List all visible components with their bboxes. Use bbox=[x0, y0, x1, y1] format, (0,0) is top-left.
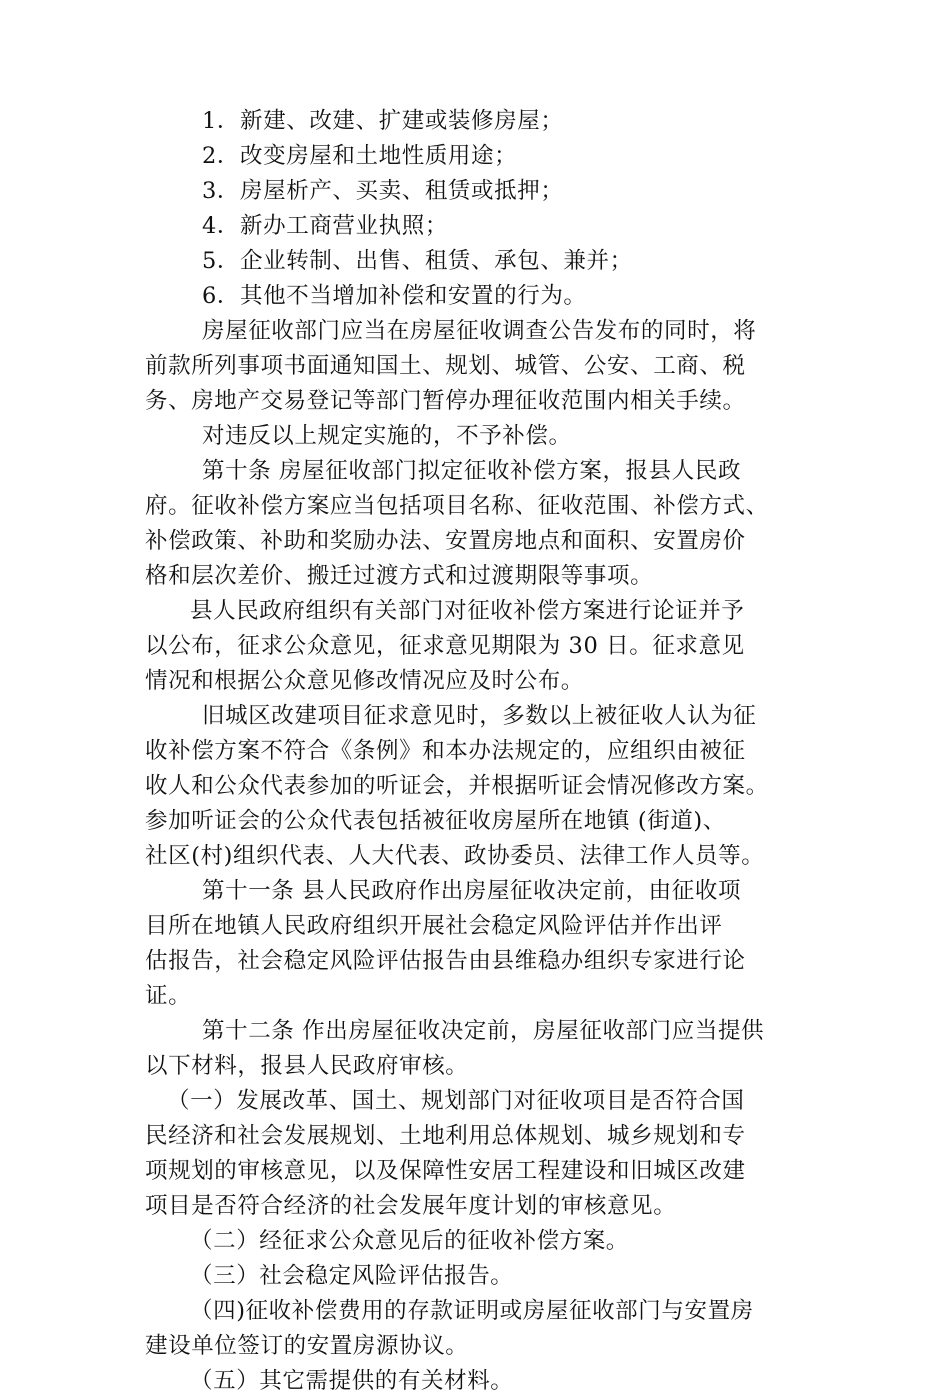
sub-item-1: （一）发展改革、国土、规划部门对征收项目是否符合国 bbox=[167, 1088, 745, 1114]
paragraph-line: 务、房地产交易登记等部门暂停办理征收范围内相关手续。 bbox=[145, 388, 746, 414]
list-item-2: 2．改变房屋和土地性质用途； bbox=[202, 143, 518, 169]
paragraph-line: 格和层次差价、搬迁过渡方式和过渡期限等事项。 bbox=[145, 563, 654, 589]
paragraph-line: 收补偿方案不符合《条例》和本办法规定的，应组织由被征 bbox=[145, 738, 746, 764]
paragraph-line: 社区(村)组织代表、人大代表、政协委员、法律工作人员等。 bbox=[145, 843, 765, 869]
article-12-heading-line: 第十二条 作出房屋征收决定前，房屋征收部门应当提供 bbox=[202, 1018, 765, 1044]
list-item-3: 3．房屋析产、买卖、租赁或抵押； bbox=[202, 178, 564, 204]
list-item-4: 4．新办工商营业执照； bbox=[202, 213, 448, 239]
paragraph-line: 补偿政策、补助和奖励办法、安置房地点和面积、安置房价 bbox=[145, 528, 746, 554]
sub-item-2: （二）经征求公众意见后的征收补偿方案。 bbox=[190, 1228, 629, 1254]
paragraph-line: 县人民政府组织有关部门对征收补偿方案进行论证并予 bbox=[190, 598, 745, 624]
document-body bbox=[145, 104, 825, 1399]
paragraph-line: 目所在地镇人民政府组织开展社会稳定风险评估并作出评 bbox=[145, 913, 723, 939]
paragraph-line: 估报告，社会稳定风险评估报告由县维稳办组织专家进行论 bbox=[145, 948, 746, 974]
paragraph-line: 以公布，征求公众意见，征求意见期限为 30 日。征求意见 bbox=[145, 633, 745, 659]
sub-item-5: （五）其它需提供的有关材料。 bbox=[190, 1368, 514, 1394]
paragraph-line: 房屋征收部门应当在房屋征收调查公告发布的同时，将 bbox=[202, 318, 757, 344]
article-10-heading-line: 第十条 房屋征收部门拟定征收补偿方案，报县人民政 bbox=[202, 458, 742, 484]
list-item-6: 6．其他不当增加补偿和安置的行为。 bbox=[202, 283, 587, 309]
paragraph-line: 对违反以上规定实施的，不予补偿。 bbox=[202, 423, 572, 449]
list-item-1: 1．新建、改建、扩建或装修房屋； bbox=[202, 108, 564, 134]
paragraph-line: 项目是否符合经济的社会发展年度计划的审核意见。 bbox=[145, 1193, 677, 1219]
sub-item-3: （三）社会稳定风险评估报告。 bbox=[190, 1263, 514, 1289]
paragraph-line: 建设单位签订的安置房源协议。 bbox=[145, 1333, 469, 1359]
paragraph-line: 收人和公众代表参加的听证会，并根据听证会情况修改方案。 bbox=[145, 773, 769, 799]
paragraph-line: 民经济和社会发展规划、土地利用总体规划、城乡规划和专 bbox=[145, 1123, 746, 1149]
paragraph-line: 前款所列事项书面通知国土、规划、城管、公安、工商、税 bbox=[145, 353, 746, 379]
paragraph-line: 旧城区改建项目征求意见时，多数以上被征收人认为征 bbox=[202, 703, 757, 729]
sub-item-4: （四)征收补偿费用的存款证明或房屋征收部门与安置房 bbox=[190, 1298, 754, 1324]
paragraph-line: 项规划的审核意见，以及保障性安居工程建设和旧城区改建 bbox=[145, 1158, 746, 1184]
article-11-heading-line: 第十一条 县人民政府作出房屋征收决定前，由征收项 bbox=[202, 878, 742, 904]
paragraph-line: 证。 bbox=[145, 983, 192, 1009]
list-item-5: 5．企业转制、出售、租赁、承包、兼并； bbox=[202, 248, 633, 274]
paragraph-line: 情况和根据公众意见修改情况应及时公布。 bbox=[145, 668, 584, 694]
paragraph-line: 府。征收补偿方案应当包括项目名称、征收范围、补偿方式、 bbox=[145, 493, 769, 519]
paragraph-line: 以下材料，报县人民政府审核。 bbox=[145, 1053, 469, 1079]
paragraph-line: 参加听证会的公众代表包括被征收房屋所在地镇 (街道)、 bbox=[145, 808, 726, 834]
